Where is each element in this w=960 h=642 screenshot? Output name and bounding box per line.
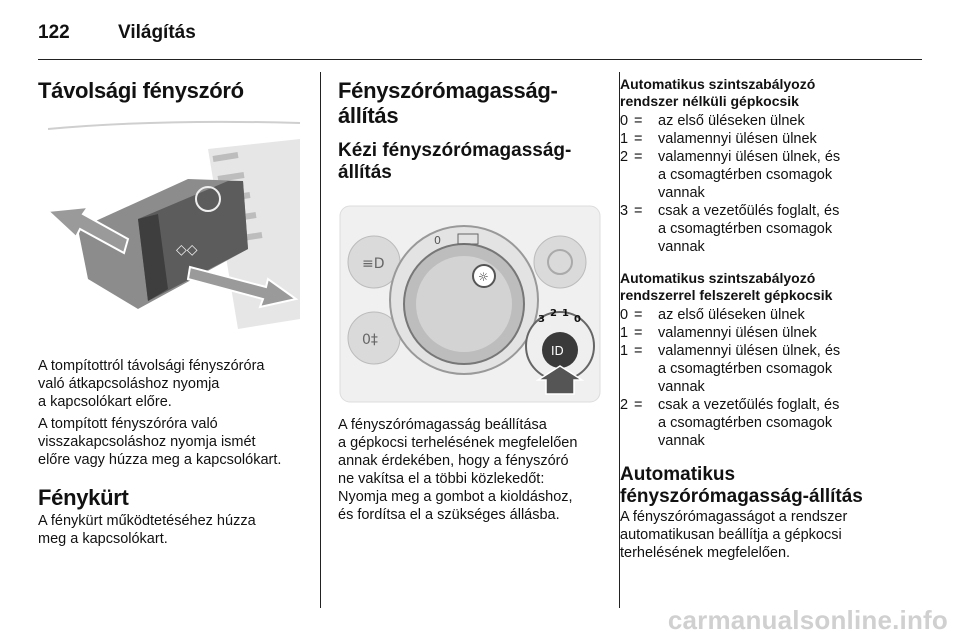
list-item [620, 306, 920, 324]
column-1 [38, 72, 308, 548]
text-line: Nyomja meg a gombot a kioldáshoz, [338, 489, 573, 505]
list-item-text: vannak [658, 239, 705, 255]
section-title: Világítás [118, 22, 196, 43]
list-item-equals: = [634, 113, 643, 129]
list-item-text: a csomagtérben csomagok [658, 415, 833, 431]
subheading-manual-range [338, 140, 610, 184]
svg-text:☼: ☼ [478, 270, 489, 284]
list-item-number: 3 [620, 203, 629, 219]
list-item [620, 324, 920, 342]
heading-line: Automatikus [620, 464, 736, 485]
list-item-text: valamennyi ülésen ülnek [658, 325, 817, 341]
subheading-line: Kézi fényszórómagasság- [338, 140, 572, 161]
list-item-number: 1 [620, 131, 629, 147]
dial-off-mark: 0 [434, 234, 441, 247]
heading-headlight-range [338, 78, 610, 128]
paragraph-high-beam-1 [38, 357, 308, 411]
dial-label-0: 0 [574, 314, 581, 325]
list-item-number: 2 [620, 149, 629, 165]
list-item-number: 1 [620, 343, 629, 359]
dial-label-3: 3 [538, 314, 545, 325]
list-item [620, 342, 920, 396]
heading-line: fényszórómagasság-állítás [620, 486, 863, 507]
text-line: való átkapcsoláshoz nyomja [38, 376, 220, 392]
svg-text:ID: ID [551, 344, 564, 358]
subheading-line: Automatikus szintszabályozó [620, 270, 816, 286]
subheading-line: Automatikus szintszabályozó [620, 76, 816, 92]
list-no-leveling [620, 112, 920, 256]
text-line: a kapcsolókart előre. [38, 394, 172, 410]
list-item-equals: = [634, 307, 643, 323]
list-item-equals: = [634, 325, 643, 341]
paragraph-high-beam-2 [38, 415, 308, 469]
header-rule [38, 59, 922, 60]
list-item-text: a csomagtérben csomagok [658, 361, 833, 377]
subheading-line: rendszerrel felszerelt gépkocsik [620, 287, 833, 303]
text-line: A tompított fényszóróra való [38, 416, 218, 432]
dial-label-2: 2 [550, 308, 557, 319]
text-line: ne vakítsa el a többi közlekedőt: [338, 471, 545, 487]
subheading-no-leveling [620, 76, 920, 110]
svg-text:≡D: ≡D [362, 256, 385, 272]
list-item-number: 1 [620, 325, 629, 341]
list-item-text: csak a vezetőülés foglalt, és [658, 203, 840, 219]
text-line: A tompítottról távolsági fényszóróra [38, 358, 265, 374]
list-item-equals: = [634, 343, 643, 359]
heading-high-beam: Távolsági fényszóró [38, 78, 244, 103]
text-line: A fénykürt működtetéséhez húzza [38, 513, 256, 529]
list-item-text: csak a vezetőülés foglalt, és [658, 397, 840, 413]
list-item-text: vannak [658, 433, 705, 449]
text-line: terhelésének megfelelően. [620, 545, 791, 561]
list-item-text: vannak [658, 185, 705, 201]
list-item-number: 0 [620, 307, 629, 323]
high-beam-stalk-illustration [38, 119, 306, 329]
list-item-equals: = [634, 149, 643, 165]
list-item-number: 2 [620, 397, 629, 413]
list-item [620, 396, 920, 450]
heading-line: Fényszórómagasság- [338, 78, 558, 103]
list-item [620, 130, 920, 148]
text-line: A fényszórómagasság beállítása [338, 417, 547, 433]
column-2 [338, 72, 610, 524]
svg-text:0‡: 0‡ [362, 332, 378, 348]
svg-text:◇◇: ◇◇ [176, 242, 198, 258]
list-item-text: valamennyi ülésen ülnek, és [658, 343, 841, 359]
text-line: automatikusan beállítja a gépkocsi [620, 527, 842, 543]
heading-flash: Fénykürt [38, 485, 129, 510]
list-item-text: vannak [658, 379, 705, 395]
paragraph-flash [38, 512, 308, 548]
list-item-text: az első üléseken ülnek [658, 113, 805, 129]
subheading-line: rendszer nélküli gépkocsik [620, 93, 799, 109]
page-number: 122 [38, 22, 70, 43]
column-3 [620, 76, 920, 562]
text-line: annak érdekében, hogy a fényszóró [338, 453, 569, 469]
list-item-text: az első üléseken ülnek [658, 307, 805, 323]
light-switch-panel-illustration [338, 204, 602, 404]
text-line: a gépkocsi terhelésének megfelelően [338, 435, 578, 451]
list-item-equals: = [634, 131, 643, 147]
list-item [620, 112, 920, 130]
text-line: visszakapcsoláshoz nyomja ismét [38, 434, 256, 450]
list-item-number: 0 [620, 113, 629, 129]
list-item-text: valamennyi ülésen ülnek, és [658, 149, 841, 165]
paragraph-automatic-range [620, 508, 920, 562]
watermark-footer: carmanualsonline.info [667, 605, 948, 635]
list-with-leveling [620, 306, 920, 450]
heading-line: állítás [338, 103, 399, 128]
list-item-text: a csomagtérben csomagok [658, 167, 833, 183]
paragraph-manual-range [338, 416, 610, 524]
text-line: A fényszórómagasságot a rendszer [620, 509, 848, 525]
subheading-line: állítás [338, 162, 392, 183]
text-line: előre vagy húzza meg a kapcsolókart. [38, 452, 282, 468]
list-item-equals: = [634, 397, 643, 413]
list-item [620, 202, 920, 256]
text-line: és fordítsa el a szükséges állásba. [338, 507, 560, 523]
list-item-equals: = [634, 203, 643, 219]
dial-label-1: 1 [562, 308, 569, 319]
subheading-with-leveling [620, 270, 920, 304]
list-item-text: valamennyi ülésen ülnek [658, 131, 817, 147]
heading-automatic-range [620, 464, 920, 508]
list-item [620, 148, 920, 202]
text-line: meg a kapcsolókart. [38, 531, 168, 547]
list-item-text: a csomagtérben csomagok [658, 221, 833, 237]
column-divider-1 [320, 72, 321, 608]
